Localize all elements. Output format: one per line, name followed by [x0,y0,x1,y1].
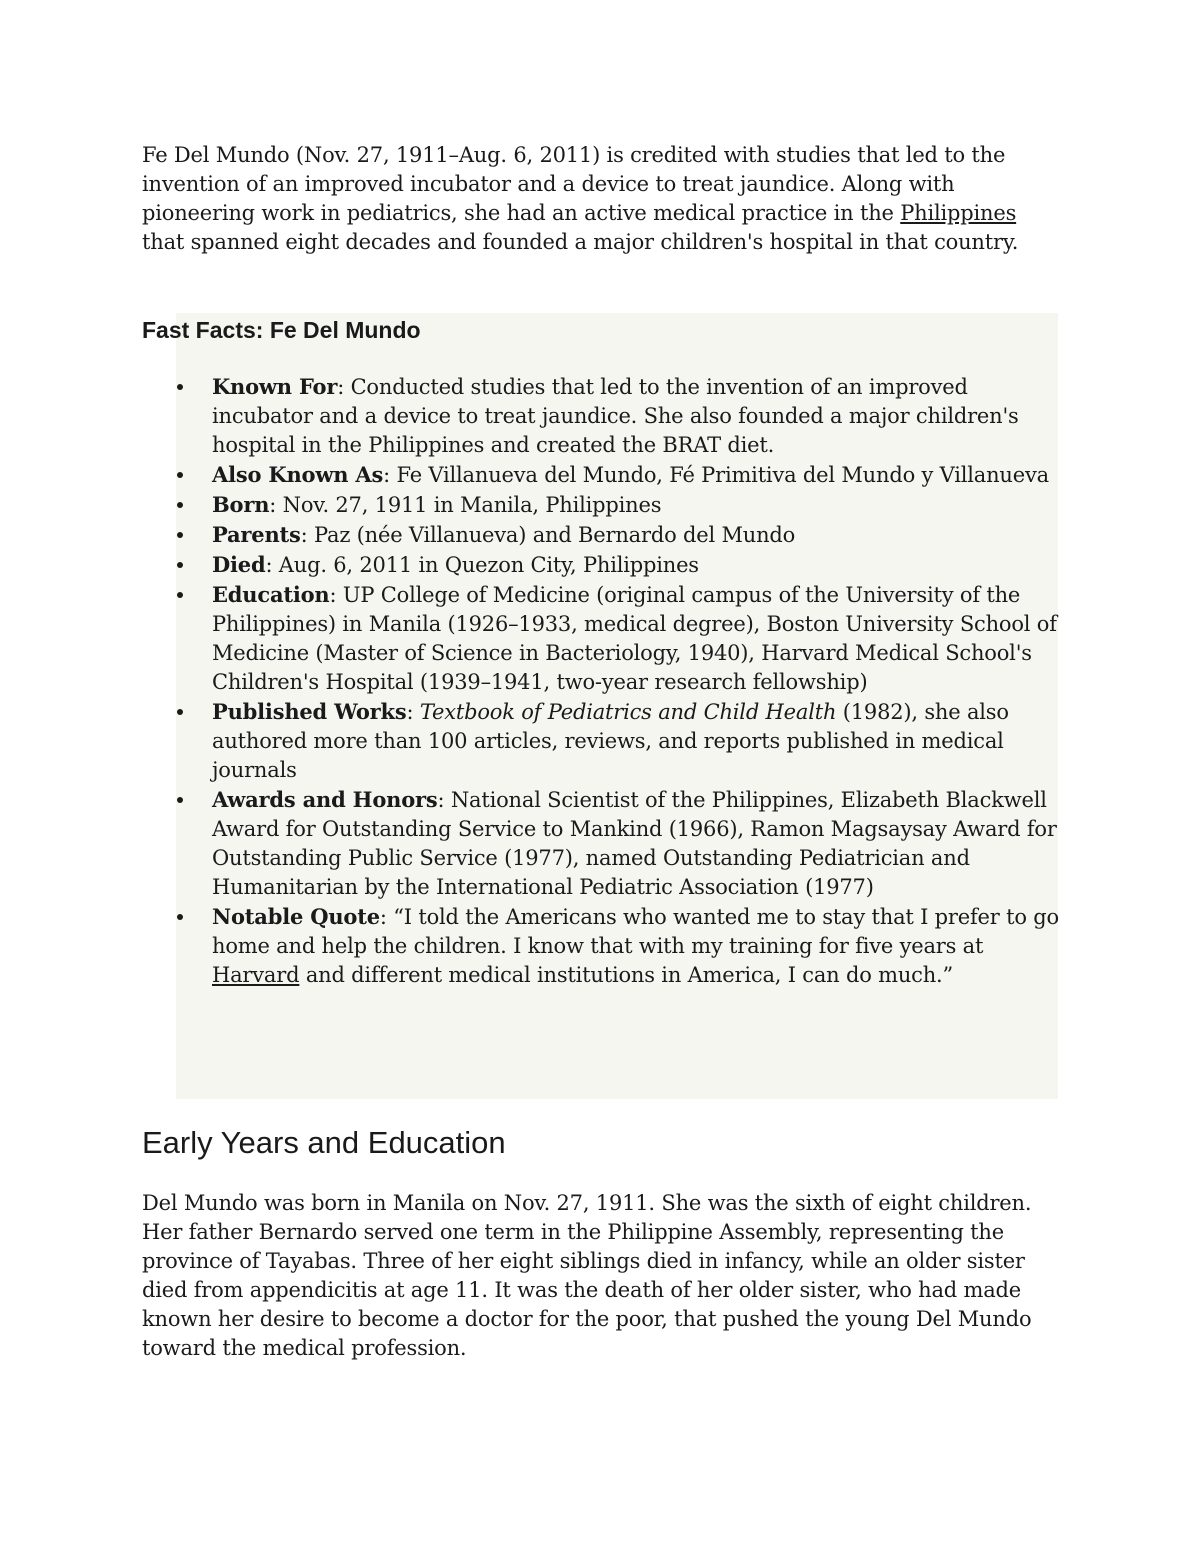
fact-died [212,550,1062,580]
fact-born [212,490,1062,520]
bullet-icon [177,472,183,478]
fact-term: Published Works [212,699,407,724]
fact-term: Awards and Honors [212,787,438,812]
fact-education [212,580,1062,697]
bullet-icon [177,562,183,568]
fact-term: Parents [212,522,301,547]
fact-notable-quote [212,902,1062,990]
intro-paragraph [142,141,1062,257]
fact-text: : Paz (née Villanueva) and Bernardo del Mundo [300,523,796,547]
fact-published-works [212,697,1062,785]
bullet-icon [177,502,183,508]
fast-facts-list [212,372,1062,990]
fact-text: : Aug. 6, 2011 in Quezon City, Philippines [265,553,699,577]
bullet-icon [177,384,183,390]
bullet-icon [177,592,183,598]
harvard-link[interactable]: Harvard [212,963,300,987]
fact-text: : National Scientist of the Philippines, Elizabeth Blackwell Award for Outstanding Service to Mankind (1966), Ramon Magsaysay Award for Outstanding Public Service (1977), named Outstanding Pediatrician and Humanitarian by the International Pediatric Association (1977) [212,788,1057,899]
fact-also-known-as [212,460,1062,490]
intro-text-start: Fe Del Mundo (Nov. 27, 1911–Aug. 6, 2011) is credited with studies that led to the invention of an improved incubator and a device to treat jaundice. Along with pioneering work in pediatrics, she had an active medical practice in the [142,143,1006,225]
fact-known-for [212,372,1062,460]
fact-text: : Fe Villanueva del Mundo, Fé Primitiva del Mundo y Villanueva [383,463,1049,487]
fact-term: Known For [212,374,338,399]
fast-facts-heading: Fast Facts: Fe Del Mundo [142,317,421,343]
bullet-icon [177,709,183,715]
quote-text-end: and different medical institutions in America, I can do much.” [299,963,954,987]
fact-text: : Nov. 27, 1911 in Manila, Philippines [269,493,662,517]
fact-text: : UP College of Medicine (original campus of the University of the Philippines) in Manila (1926–1933, medical degree), Boston University School of Medicine (Master of Science in Bacteriology, 1940), Harvard Medical School's Children's Hospital (1939–1941, two-year research fellowship) [212,583,1057,694]
bullet-icon [177,797,183,803]
philippines-link[interactable]: Philippines [900,201,1017,225]
fact-separator: : [406,700,420,724]
fact-term: Born [212,492,270,517]
fact-text: (1982), she also authored more than 100 articles, reviews, and reports published in medical journals [212,700,1009,782]
fact-term: Education [212,582,330,607]
fact-term: Also Known As [212,462,384,487]
early-years-paragraph: Del Mundo was born in Manila on Nov. 27, 1911. She was the sixth of eight children. Her father Bernardo served one term in the Philippine Assembly, representing the province of Tayabas. Three of her eight siblings died in infancy, while an older sister died from appendicitis at age 11. It was the death of her older sister, who had made known her desire to become a doctor for the poor, that pushed the young Del Mundo toward the medical profession. [142,1191,1032,1360]
bullet-icon [177,914,183,920]
fact-term: Notable Quote [212,904,380,929]
section-heading-early-years: Early Years and Education [142,1125,506,1160]
intro-text-end: that spanned eight decades and founded a major children's hospital in that country. [142,230,1019,254]
bullet-icon [177,532,183,538]
book-title: Textbook of Pediatrics and Child Health [419,700,837,724]
fact-term: Died [212,552,266,577]
article [142,141,1062,1360]
fact-parents [212,520,1062,550]
quote-text-start: : “I told the Americans who wanted me to stay that I prefer to go home and help the children. I know that with my training for five years at [212,905,1059,958]
fact-awards [212,785,1062,902]
fact-text: : Conducted studies that led to the invention of an improved incubator and a device to treat jaundice. She also founded a major children's hospital in the Philippines and created the BRAT diet. [212,375,1019,457]
